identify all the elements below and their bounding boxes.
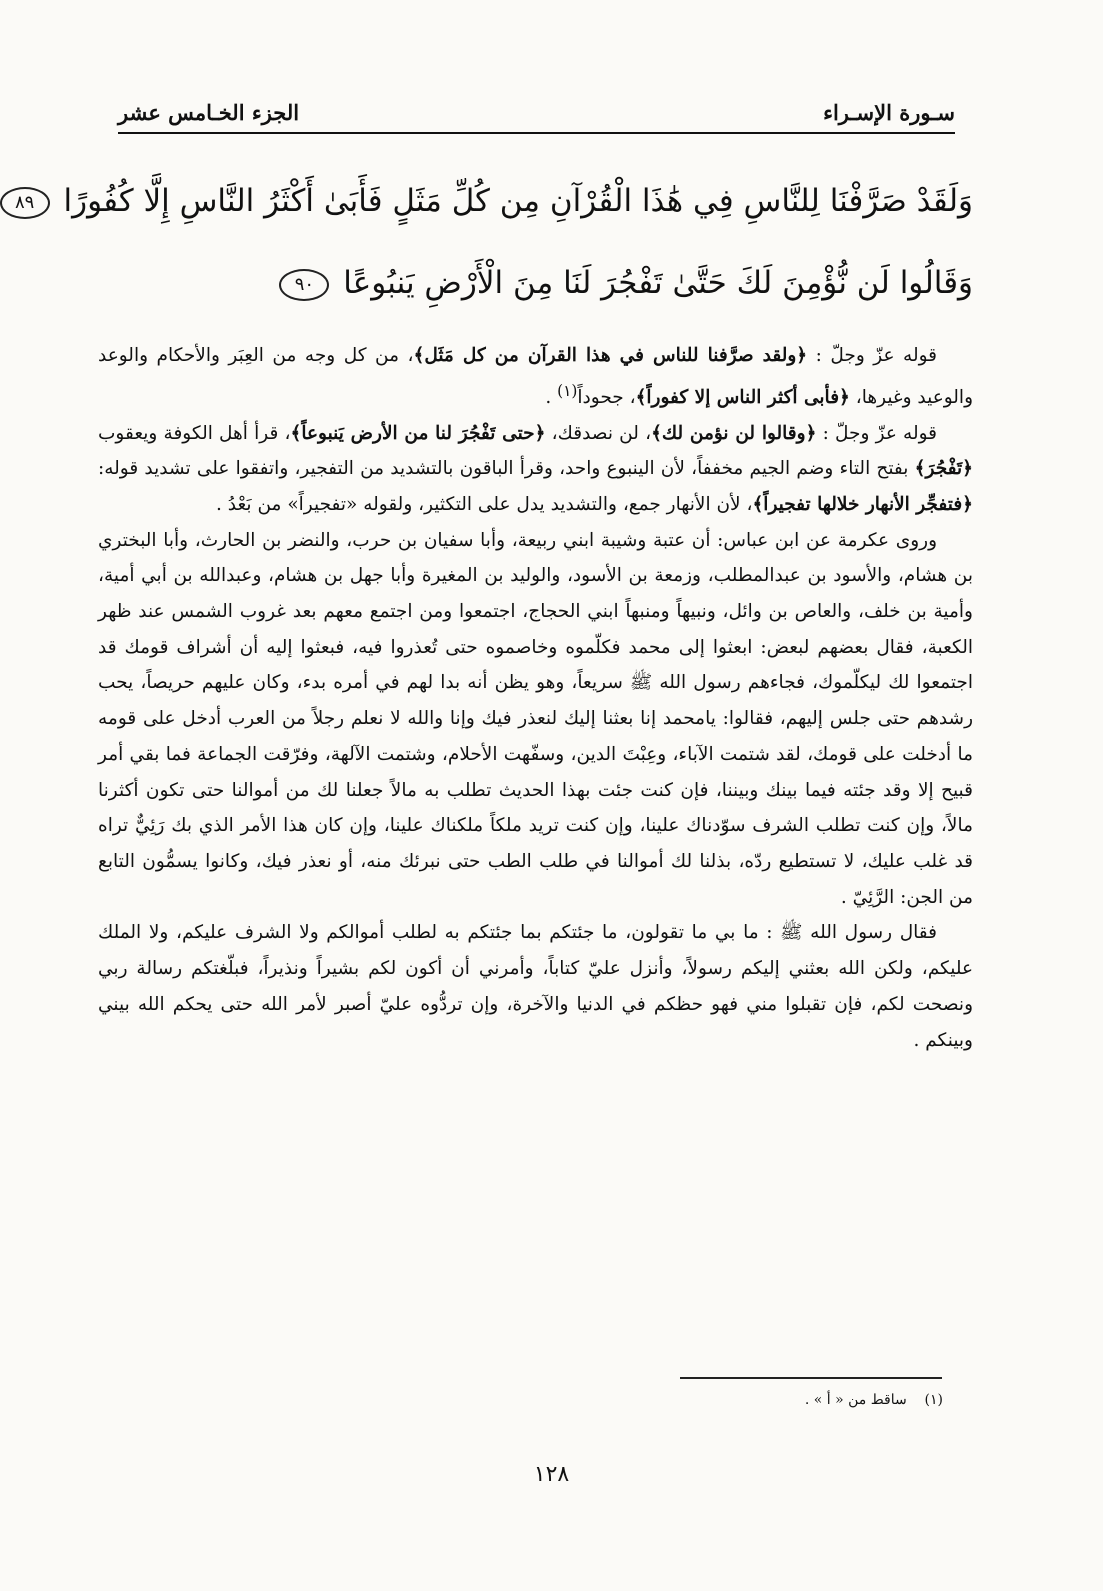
footnote-marker: (١) — [924, 1392, 943, 1408]
quran-quote: ﴿تَفْجُرَ﴾ — [914, 458, 973, 480]
verse-line — [15, 160, 973, 242]
text-run: ، من كل وجه من العِبَر والأحكام والوعد والوعيد وغيرها، — [98, 345, 973, 408]
tafsir-body — [98, 338, 973, 1058]
quran-quote: ﴿فأبى أكثر الناس إلا كفوراً﴾ — [635, 386, 850, 408]
verse-text: وَلَقَدْ صَرَّفْنَا لِلنَّاسِ فِي هَٰذَا الْقُرْآنِ مِن كُلِّ مَثَلٍ فَأَبَىٰ أَكْثَرُ النَّاسِ إِلَّا كُفُورًا — [63, 183, 973, 219]
text-run: ، جحوداً — [577, 386, 636, 408]
quran-quote: ﴿فتفجِّر الأنهار خلالها تفجيراً﴾ — [752, 493, 973, 515]
quran-verses — [15, 160, 973, 324]
paragraph — [98, 338, 973, 416]
text-run: بفتح التاء وضم الجيم مخففاً، لأن الينبوع واحد، وقرأ الباقون بالتشديد من التفجير، واتفقوا على تشديد قوله: — [98, 458, 915, 480]
page-number: ١٢٨ — [533, 1462, 570, 1487]
text-run: ، لأن الأنهار جمع، والتشديد يدل على التكثير، ولقوله «تفجيراً» من بَعْدُ . — [216, 493, 753, 515]
paragraph — [98, 416, 973, 523]
quran-quote: ﴿وقالوا لن نؤمن لك﴾ — [651, 422, 817, 444]
footnote-divider — [680, 1377, 942, 1379]
footnote-reference[interactable]: (١) — [557, 381, 578, 400]
paragraph: وروى عكرمة عن ابن عباس: أن عتبة وشيبة ابني ربيعة، وأبا سفيان بن حرب، والنضر بن الحارث، وأبا البختري بن هشام، والأسود بن عبدالمطلب، وزمعة بن الأسود، والوليد بن المغيرة وأبا جهل بن هشام، وعبدالله بن أبي أمية، وأمية بن خلف، والعاص بن وائل، ونبيهاً ومنبهاً ابني الحجاج، اجتمعوا ومن اجتمع معهم بعد غروب الشمس عند ظهر الكعبة، فقال بعضهم لبعض: ابعثوا إلى محمد فكلّموه وخاصموه حتى تُعذروا فيه، فبعثوا إليه أن أشراف قومك قد اجتمعوا لك ليكلّموك، فجاءهم رسول الله ﷺ سريعاً، وهو يظن أنه بدا لهم في أمره بدء، وكان عليهم حريصاً، يحب رشدهم حتى جلس إليهم، فقالوا: يامحمد إنا بعثنا إليك لنعذر فيك وإنا والله لا نعلم رجلاً من العرب أدخل على قومه ما أدخلت على قومك، لقد شتمت الآباء، وعِبْتَ الدين، وسفّهت الأحلام، وشتمت الآلهة، وفرّقت الجماعة فما بقي أمر قبيح إلا وقد جئته فيما بينك وبيننا، فإن كنت جئت بهذا الحديث تطلب به مالاً جعلنا لك من أموالنا حتى تكون أكثرنا مالاً، وإن كنت تطلب الشرف سوّدناك علينا، وإن كنت تريد ملكاً ملكناك علينا، وإن كان هذا الأمر الذي بك رَئِيٌّ تراه قد غلب عليك، لا تستطيع ردّه، بذلنا لك أموالنا في طلب الطب حتى نبرئك منه، أو نعذر فيك، وكانوا يسمُّون التابع من الجن: الرَّئِيّ . — [98, 529, 973, 908]
text-run: قوله عزّ وجلّ : — [807, 345, 938, 366]
text-run: . — [545, 386, 558, 408]
verse-line — [100, 242, 973, 324]
footnote — [805, 1392, 943, 1408]
text-run: ، لن نصدقك، — [545, 422, 652, 444]
ayah-number-marker: ٩٠ — [279, 269, 329, 301]
running-header — [118, 92, 955, 134]
juz-title: الجزء الخـامس عشر — [118, 99, 300, 125]
ayah-number-marker: ٨٩ — [0, 187, 50, 219]
surah-title: سـورة الإسـراء — [823, 99, 955, 125]
verse-text: وَقَالُوا لَن نُّؤْمِنَ لَكَ حَتَّىٰ تَفْجُرَ لَنَا مِنَ الْأَرْضِ يَنبُوعًا — [343, 265, 973, 301]
paragraph: فقال رسول الله ﷺ : ما بي ما تقولون، ما جئتكم بما جئتكم به لطلب أموالكم ولا الشرف عليكم، ولا الملك عليكم، ولكن الله بعثني إليكم رسولاً، وأنزل عليّ كتاباً، وأمرني أن أكون لكم بشيراً ونذيراً، فبلّغتكم رسالة ربي ونصحت لكم، فإن تقبلوا مني فهو حظكم في الدنيا والآخرة، وإن تردُّوه عليّ أصبر لأمر الله حتى يحكم الله بيني وبينكم . — [98, 922, 973, 1051]
text-run: ، قرأ أهل الكوفة ويعقوب — [98, 422, 291, 444]
quran-quote: ﴿حتى تَفْجُرَ لنا من الأرض يَنبوعاً﴾ — [290, 422, 546, 444]
footnote-text: ساقط من « أ » . — [804, 1392, 907, 1408]
text-run: قوله عزّ وجلّ : — [816, 422, 938, 444]
quran-quote: ﴿ولقد صرَّفنا للناس في هذا القرآن من كل مَثَل﴾ — [413, 345, 808, 366]
